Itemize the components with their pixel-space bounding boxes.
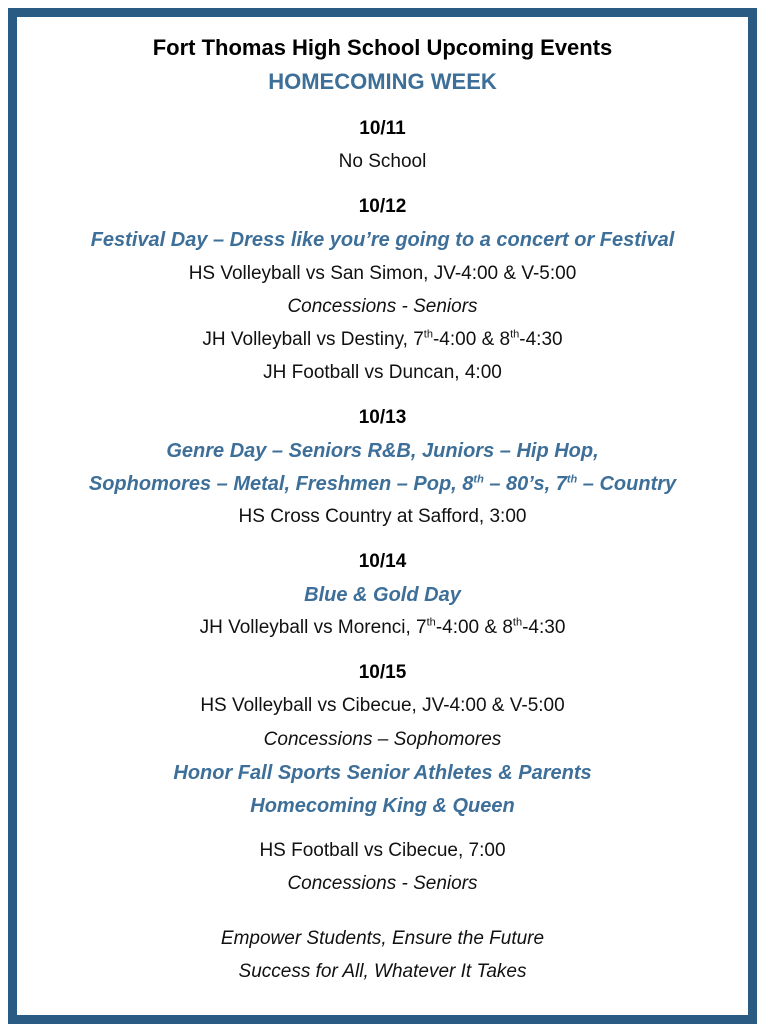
date-heading: 10/14 [358,551,407,572]
honor-line: Honor Fall Sports Senior Athletes & Parents [173,762,592,784]
page-title: Fort Thomas High School Upcoming Events [152,35,613,60]
theme-day: Genre Day – Seniors R&B, Juniors – Hip Hop, [166,440,599,462]
concessions-line: Concessions - Seniors [287,873,478,894]
event-flyer [17,17,748,1015]
event-line: HS Volleyball vs Cibecue, JV-4:00 & V-5:00 [200,695,565,716]
date-heading: 10/13 [358,407,407,428]
motto-line: Success for All, Whatever It Takes [238,961,527,982]
motto-line: Empower Students, Ensure the Future [220,928,545,949]
date-heading: 10/12 [358,196,407,217]
event-line: JH Volleyball vs Morenci, 7th-4:00 & 8th-4:30 [199,616,566,638]
event-line: JH Volleyball vs Destiny, 7th-4:00 & 8th-4:30 [202,328,563,350]
honor-line: Homecoming King & Queen [250,795,515,817]
date-heading: 10/15 [358,662,407,683]
page-border [8,8,757,1024]
theme-day: Blue & Gold Day [304,584,461,606]
event-line: JH Football vs Duncan, 4:00 [263,362,502,383]
event-line: HS Football vs Cibecue, 7:00 [259,840,506,861]
concessions-line: Concessions - Seniors [287,296,478,317]
event-line: No School [338,151,427,172]
concessions-line: Concessions – Sophomores [263,729,502,750]
theme-day: Festival Day – Dress like you’re going to a concert or Festival [90,229,675,251]
date-heading: 10/11 [359,118,406,139]
page-subtitle: HOMECOMING WEEK [268,69,497,94]
event-line: HS Cross Country at Safford, 3:00 [238,506,527,527]
event-line: HS Volleyball vs San Simon, JV-4:00 & V-5:00 [188,263,577,284]
theme-day: Sophomores – Metal, Freshmen – Pop, 8th – 80’s, 7th – Country [88,473,677,495]
